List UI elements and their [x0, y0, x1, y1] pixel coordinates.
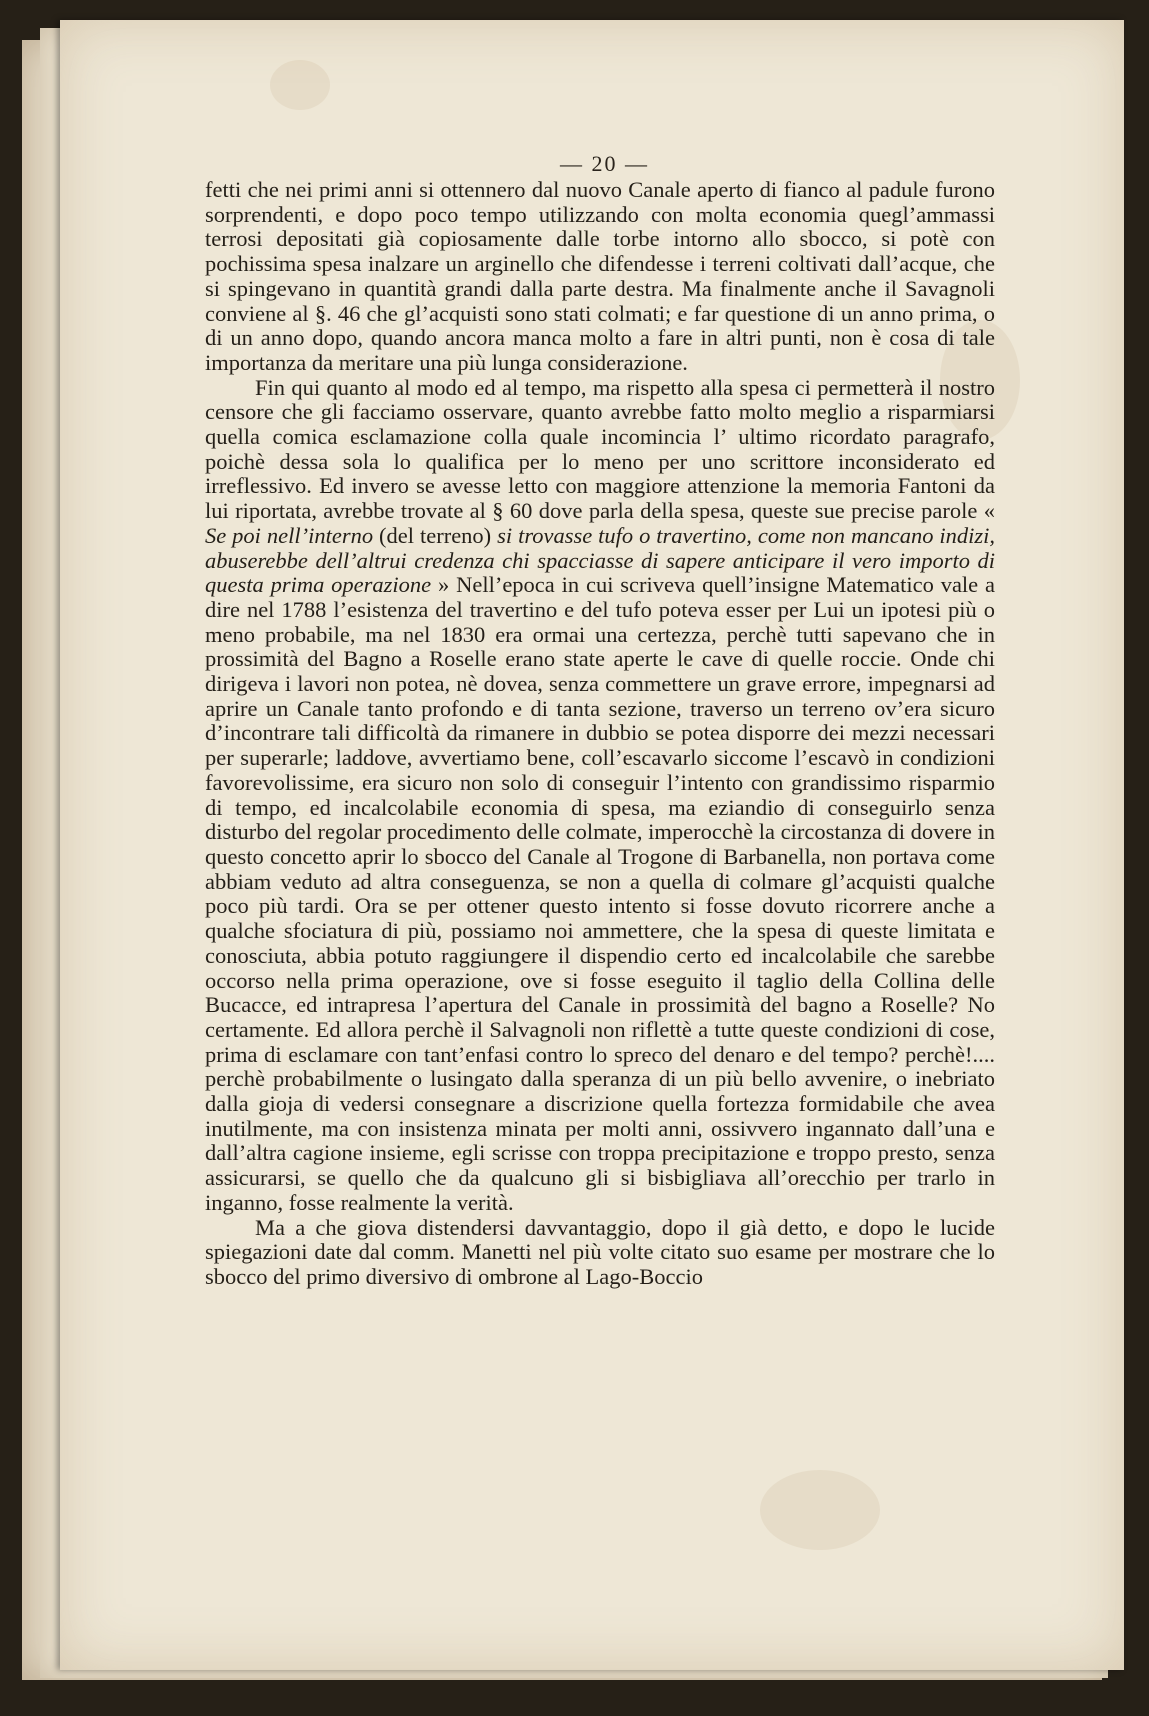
paper-stain — [760, 1470, 880, 1550]
body-text — [205, 178, 995, 1290]
page-number: — 20 — — [560, 151, 649, 176]
paragraph-2-text-b: (del terreno) — [373, 522, 498, 548]
paragraph-3: Ma a che giova distendersi davvantaggio, dopo il già detto, e dopo le lucide spiegazioni date dal comm. Manetti nel più volte citato suo esame per mostrare che lo sbocco del primo diversivo di ombrone al Lago-Boccio — [205, 1214, 995, 1289]
italic-quote-1: Se poi nell’interno — [205, 522, 374, 548]
paragraph-2-text-c: » Nell’epoca in cui scriveva quell’insigne Matematico vale a dire nel 1788 l’esistenza del travertino e del tufo poteva esser per Lui un ipotesi più o meno probabile, ma nel 1830 era ormai una certezza, perchè tutti sapevano che in prossimità del Bagno a Roselle erano state aperte le cave di quelle roccie. Onde chi dirigeva i lavori non potea, nè dovea, senza commettere un grave errore, impegnarsi ad aprire un Canale tanto profondo e di tanta sezione, traverso un terreno ov’era sicuro d’incontrare tali difficoltà da rimanere in dubbio se potea disporre dei mezzi necessari per superarle; laddove, avvertiamo bene, coll’escavarlo siccome l’escavò in condizioni favorevolissime, era sicuro non solo di conseguir l’intento con grandissimo risparmio di tempo, ed incalcolabile economia di spesa, ma eziandio di conseguirlo senza disturbo del regolar procedimento delle colmate, imperocchè la circostanza di dovere in questo concetto aprir lo sbocco del Canale al Trogone di Barbanella, non portava come abbiam veduto ad altra conseguenza, se non a quella di colmare gl’acquisti qualche poco più tardi. Ora se per ottener questo intento si fosse dovuto ricorrere anche a qualche sfociatura di più, possiamo noi ammettere, che la spesa di queste limitata e conosciuta, abbia potuto raggiungere il dispendio certo ed incalcolabile che sarebbe occorso nella prima operazione, ove si fosse eseguito il taglio della Collina delle Bucacce, ed intrapresa l’apertura del Canale in prossimità del bagno a Roselle? No certamente. Ed allora perchè il Salvagnoli non riflettè a tutte queste condizioni di cose, prima di esclamare con tant’enfasi contro lo spreco del denaro e del tempo? perchè!.... perchè probabilmente o lusingato dalla speranza di un più bello avvenire, o inebriato dalla gioja di vedersi consegnare a discrizione quella fortezza formidabile che avea inutilmente, ma con insistenza minata per molti anni, ossivvero ingannato dall’una e dall’altra cagione insieme, egli scrisse con troppa precipitazione e troppo presto, senza assicurarsi, se quello che da qualcuno gli si bisbigliava all’orecchio per trarlo in inganno, fosse realmente la verità. — [205, 572, 995, 1215]
paragraph-1: fetti che nei primi anni si ottennero dal nuovo Canale aperto di fianco al padule furono sorprendenti, e dopo poco tempo utilizzando con molta economia quegl’ammassi terrosi depositati già copiosamente dalle torbe intorno allo sbocco, si potè con pochissima spesa inalzare un arginello che difendesse i terreni coltivati dall’acque, che si spingevano in quantità grandi dalla parte destra. Ma finalmente anche il Savagnoli conviene al §. 46 che gl’acquisti sono stati colmati; e far questione di un anno prima, o di un anno dopo, quando ancora manca molto a fare in altri punti, non è cosa di tale importanza da meritare una più lunga considerazione. — [205, 177, 995, 375]
paragraph-2 — [205, 376, 995, 1216]
italic-quote-2: si trovasse tufo o travertino, come non mancano indizi, abuserebbe dell’altrui credenza chi spacciasse di sapere anticipare il vero importo di questa prima operazione — [205, 522, 996, 598]
paper-stain — [270, 60, 330, 110]
paragraph-2-text-a: Fin qui quanto al modo ed al tempo, ma rispetto alla spesa ci permetterà il nostro censore che gli facciamo osservare, quanto avrebbe fatto molto meglio a risparmiarsi quella comica esclamazione colla quale incomincia l’ ultimo ricordato paragrafo, poichè dessa sola lo qualifica per lo meno per uno scrittore inconsiderato ed irreflessivo. Ed invero se avesse letto con maggiore attenzione la memoria Fantoni da lui riportata, avrebbe trovate al § 60 dove parla della spesa, queste sue precise parole « — [205, 374, 995, 524]
